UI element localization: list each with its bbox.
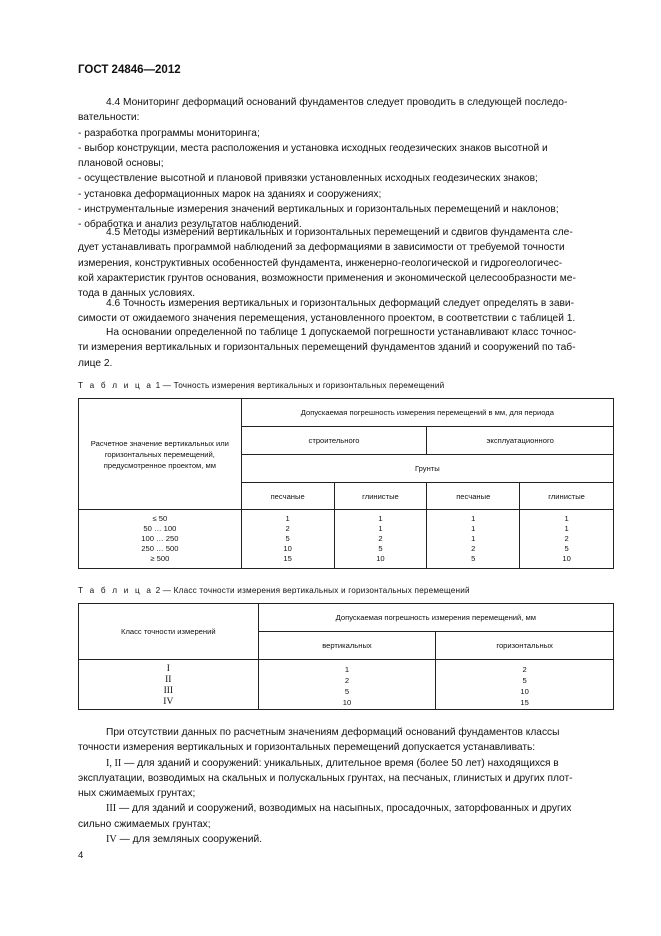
paragraph-line: На основании определенной по таблице 1 допускаемой погрешности устанавливают класс точнос- [106,327,577,338]
table-cell: 1 [564,524,569,533]
paragraph-text: — для зданий и сооружений: уникальных, длительное время (более 50 лет) находящихся в [121,757,559,769]
paragraph-line: дует устанавливать программой наблюдений за деформациями в зависимости от требуемой точности [78,242,565,254]
table-cell: 2 [564,534,569,543]
page-number: 4 [78,850,84,861]
table-cell: 10 [376,554,385,563]
list-item: плановой основы; [78,158,164,170]
table-cell: 1 [378,514,383,523]
table-cell: 5 [344,687,350,696]
table-cell: 2 [522,665,527,674]
paragraph-line: лице 2. [78,357,113,369]
table1-soil-type: песчаные [241,483,334,510]
table1-main-header: Допускаемая погрешность измерения перемещений в мм, для периода [241,399,613,427]
table1-caption [78,381,444,390]
roman-numeral: IV [106,834,117,846]
table-cell: 1 [471,514,476,523]
table1-construction-clay-column [334,510,427,569]
table-cell: 50 … 100 [143,524,177,533]
table2 [78,603,614,710]
list-item: - выбор конструкции, места расположения и установка исходных геодезических знаков высотной и [78,142,548,154]
table-cell: 10 [283,544,292,553]
table2-row-header: Класс точности измерений [79,604,259,660]
table-cell: ≥ 500 [150,554,170,563]
table1-operation-sandy-column [427,510,520,569]
table-cell: 10 [562,554,571,563]
table-cell: 5 [564,544,569,553]
table2-vertical-column [258,660,436,710]
table1-row-header: Расчетное значение вертикальных или горизонтальных перемещений, предусмотренное проектом, мм [79,399,242,510]
table-cell: 5 [471,554,476,563]
table-cell: 15 [283,554,292,563]
paragraph-line: кой характеристик грунтов основания, возможности применения и экономической целесообразности ме- [78,272,576,284]
paragraph-table-reference [78,325,615,371]
table-cell: 1 [285,514,290,523]
table-cell: 5 [522,676,527,685]
table1 [78,398,614,569]
table-cell: 2 [471,544,476,553]
table-cell: 10 [520,687,529,696]
table1-soil-type: глинистые [520,483,614,510]
paragraph-line: ти измерения вертикальных и горизонтальных перемещений фундаментов зданий и сооружений по таб- [78,342,576,354]
table1-period-operation: эксплуатационного [427,427,614,455]
table-cell: 1 [344,665,350,674]
class-3-paragraph [78,801,615,816]
table-cell: 2 [285,524,290,533]
table2-col-horizontal: горизонтальных [436,632,614,660]
table-cell: 2 [344,676,350,685]
table1-soil-type: песчаные [427,483,520,510]
closing-section [78,725,615,847]
table-cell: 5 [378,544,383,553]
table-cell: 1 [471,524,476,533]
section-4-6 [78,296,615,327]
table2-col-vertical: вертикальных [258,632,436,660]
table2-caption-text: 2 — Класс точности измерения вертикальных и горизонтальных перемещений [155,586,470,595]
paragraph-line: сильно сжимаемых грунтах; [78,818,211,830]
list-item: - установка деформационных марок на зданиях и сооружениях; [78,188,382,200]
table-cell: 250 … 500 [141,544,179,553]
paragraph-line: 4.6 Точность измерения вертикальных и горизонтальных деформаций следует определять в зави- [106,298,575,309]
table1-operation-clay-column [520,510,614,569]
table-cell: I [166,664,170,674]
table-cell: 100 … 250 [141,534,179,543]
class-1-2-paragraph [78,756,615,771]
table1-caption-prefix: Т а б л и ц а [78,381,154,390]
section-4-5 [78,225,615,301]
section-4-4-intro-cont: вательности: [78,112,140,124]
paragraph-line: эксплуатации, возводимых на скальных и полускальных грунтах, на песчаных, глинистых и других плот- [78,772,573,784]
paragraph-line: измерения, конструктивных особенностей фундамента, инженерно-геологической и гидрогеологичес- [78,257,563,269]
paragraph-line: При отсутствии данных по расчетным значениям деформаций оснований фундаментов классы [106,727,560,738]
table2-horizontal-column [436,660,614,710]
table1-soils-header: Грунты [241,455,613,483]
table-cell: 1 [471,534,476,543]
table-cell: 15 [520,698,529,707]
paragraph-line: симости от ожидаемого значения перемещения, установленного проектом, в соответствии с таблицей 1. [78,313,576,325]
list-item: - осуществление высотной и плановой привязки установленных исходных геодезических знаков; [78,173,538,185]
table1-values-column [79,510,242,569]
table-cell: 1 [378,524,383,533]
paragraph-line: ных сжимаемых грунтах; [78,788,196,800]
list-item: - разработка программы мониторинга; [78,127,260,139]
paragraph-line: тода в данных условиях. [78,288,196,300]
section-4-4-intro: 4.4 Мониторинг деформаций оснований фундаментов следует проводить в следующей последо- [106,97,568,108]
roman-numeral: I, II [106,757,122,769]
table1-caption-text: 1 — Точность измерения вертикальных и горизонтальных перемещений [155,381,445,390]
section-4-4 [78,95,615,233]
table-cell: 10 [342,698,352,707]
table2-caption-prefix: Т а б л и ц а [78,586,154,595]
paragraph-line: точности измерения вертикальных и горизонтальных перемещений допускается устанавливать: [78,742,536,754]
document-header: ГОСТ 24846—2012 [78,64,181,76]
list-item: - инструментальные измерения значений вертикальных и горизонтальных перемещений и наклонов; [78,204,559,216]
list-item: - обработка и анализ результатов наблюдений. [78,219,302,231]
table-cell: 1 [564,514,569,523]
table-cell: II [165,675,172,685]
table2-main-header: Допускаемая погрешность измерения перемещений, мм [258,604,613,632]
table-cell: IV [163,697,174,707]
table-cell: ≤ 50 [152,514,168,523]
table1-soil-type: глинистые [334,483,427,510]
table-cell: III [163,686,174,696]
roman-numeral: III [106,803,117,815]
paragraph-text: — для земляных сооружений. [116,834,263,846]
class-4-paragraph [78,832,615,847]
table-cell: 5 [285,534,290,543]
paragraph-text: — для зданий и сооружений, возводимых на насыпных, просадочных, заторфованных и других [116,803,572,815]
table2-caption [78,586,470,595]
paragraph-line: 4.5 Методы измерений вертикальных и горизонтальных перемещений и сдвигов фундамента сле- [106,227,573,238]
table-cell: 2 [378,534,383,543]
table1-construction-sandy-column [241,510,334,569]
table2-class-column [79,660,259,710]
table1-period-construction: строительного [241,427,427,455]
